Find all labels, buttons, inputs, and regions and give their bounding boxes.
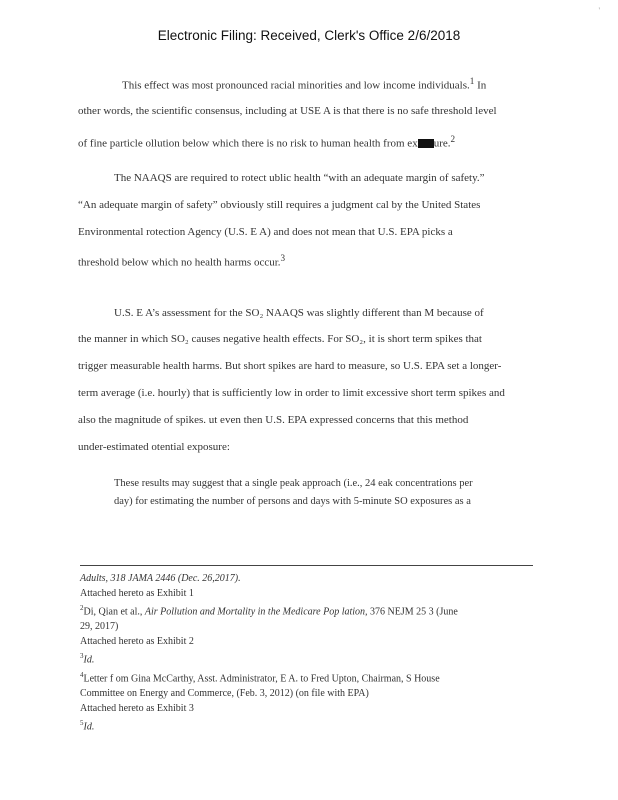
para3-line2: the manner in which SO₂ causes negative health effects. For SO₂, it is short term spikes that	[78, 333, 482, 345]
blockquote-line2: day) for estimating the number of persons and days with 5-minute SO exposures as a	[114, 496, 471, 507]
footnote-4-attachment: Attached hereto as Exhibit 3	[80, 702, 194, 714]
footnote-divider	[80, 565, 533, 566]
para1-line3: of fine particle ollution below which there is no risk to human health from ex ure.$^2$	[78, 134, 456, 150]
para3-line5: also the magnitude of spikes. ut even then U.S. EPA expressed concerns that this method	[78, 414, 469, 426]
footnote-2-attachment: Attached hereto as Exhibit 2	[80, 636, 194, 648]
para3-line3: trigger measurable health harms. But short spikes are hard to measure, so U.S. EPA set a longer-	[78, 360, 502, 372]
para3-line1: U.S. E A’s assessment for the SO₂ NAAQS was slightly different than M because of	[114, 307, 484, 319]
footnote-ref-1: 1	[469, 76, 475, 86]
footnote-2-date: 29, 2017)	[80, 621, 119, 633]
para1-line2: other words, the scientific consensus, including at USE A is that there is no safe threshold level	[78, 105, 497, 117]
para2-line3: Environmental rotection Agency (U.S. E A) and does not mean that U.S. EPA picks a	[78, 226, 453, 238]
blockquote-line1: These results may suggest that a single peak approach (i.e., 24 eak concentrations per	[114, 478, 473, 489]
footnote-3: $^3$Id.	[80, 652, 95, 666]
footnote-ref-2: 2	[450, 134, 456, 144]
corner-mark: '	[598, 6, 600, 15]
footnotes	[80, 571, 550, 734]
filing-header: Electronic Filing: Received, Clerk's Office 2/6/2018	[157, 28, 461, 43]
footnote-4: $^4$Letter f om Gina McCarthy, Asst. Administrator, E A. to Fred Upton, Chairman, S House	[80, 670, 440, 684]
footnote-ref-3: 3	[280, 253, 286, 263]
redaction-mark	[418, 139, 434, 148]
para2-line4: threshold below which no health harms occur.$^3$	[78, 253, 286, 269]
para2-line2: “An adequate margin of safety” obviously still requires a judgment cal by the United States	[78, 199, 481, 211]
footnote-1-attachment: Attached hereto as Exhibit 1	[80, 588, 194, 599]
para3-line4: term average (i.e. hourly) that is sufficiently low in order to limit excessive short term spikes and	[78, 387, 505, 399]
footnote-5: $^5$Id.	[80, 718, 95, 733]
footnote-2: $^2$Di, Qian et al., Air Pollution and Mortality in the Medicare Pop lation, 376 NEJM 25 3 (June	[80, 604, 458, 618]
footnote-4-cont: Committee on Energy and Commerce, (Feb. 3, 2012) (on file with EPA)	[80, 687, 369, 699]
para3-line6: under-estimated otential exposure:	[78, 441, 230, 453]
footnote-1-continuation: Adults, 318 JAMA 2446 (Dec. 26,2017).	[80, 573, 241, 584]
para1-line1: This effect was most pronounced racial minorities and low income individuals.$^1$ In	[122, 76, 487, 92]
para2-line1: The NAAQS are required to rotect ublic health “with an adequate margin of safety.”	[114, 172, 485, 184]
